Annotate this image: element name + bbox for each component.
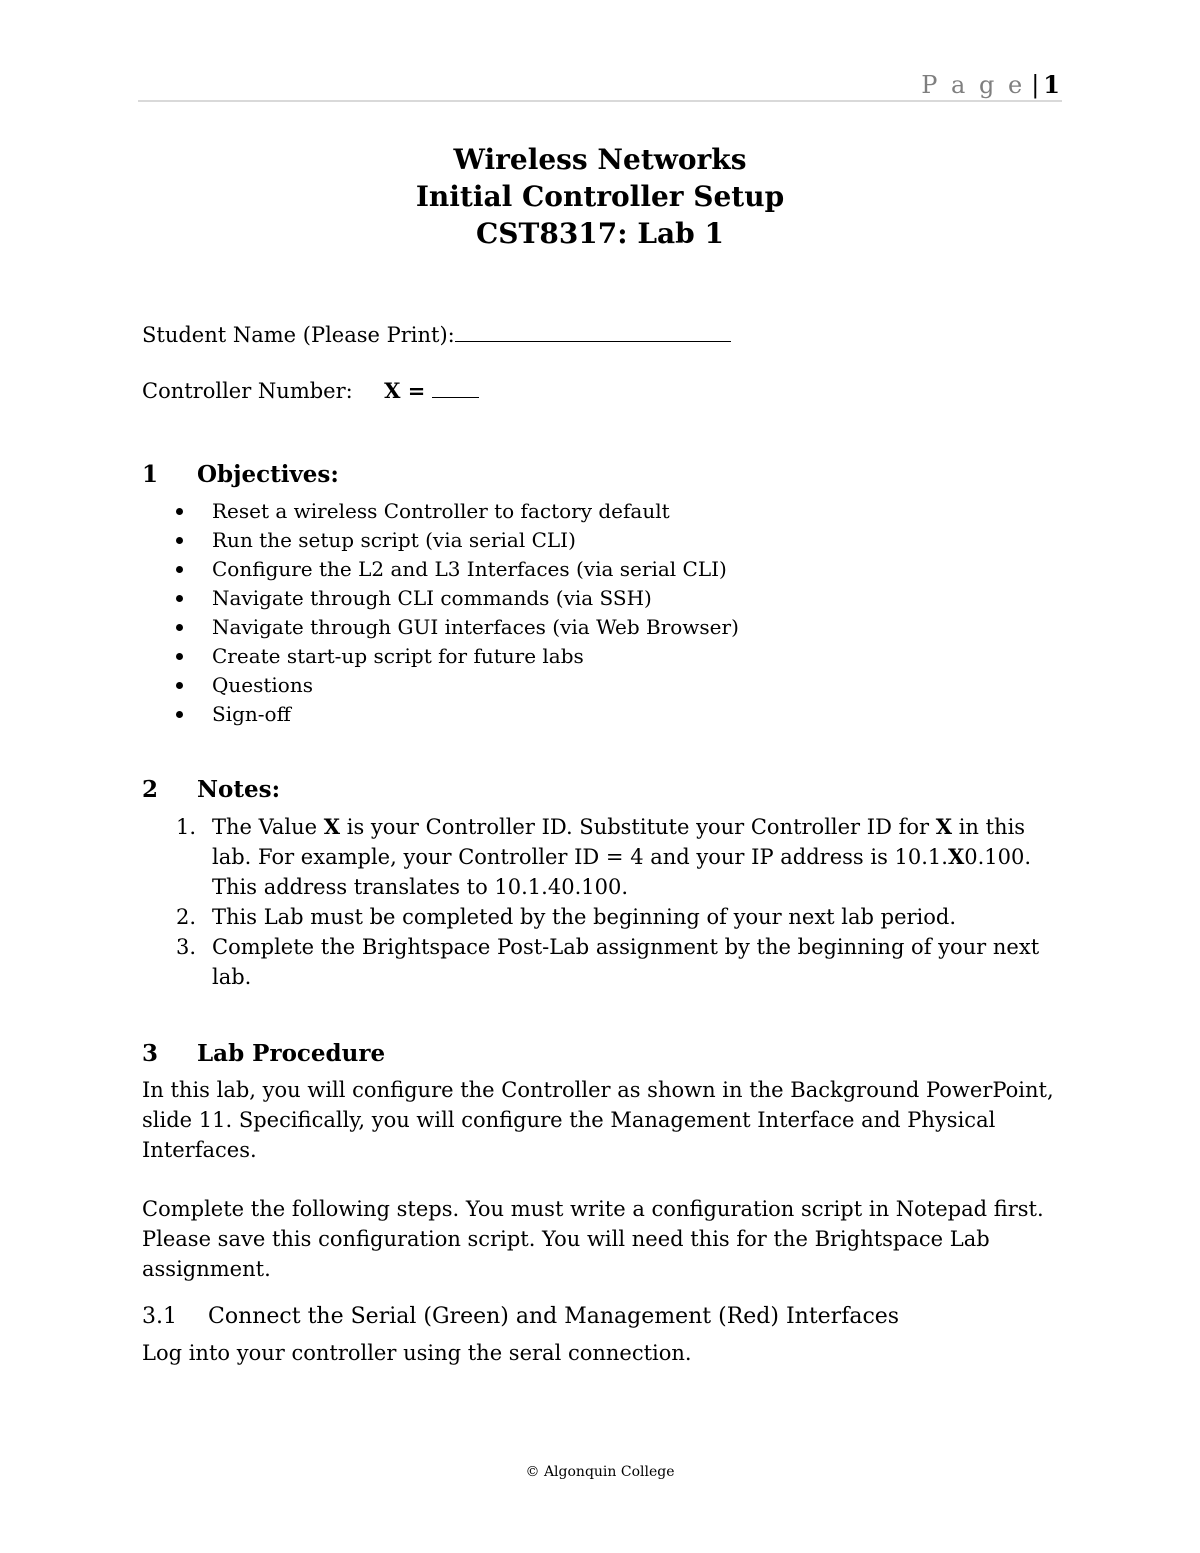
section2-heading bbox=[142, 776, 280, 803]
doc-title-line3: CST8317: Lab 1 bbox=[476, 217, 724, 250]
section2-title: Notes: bbox=[197, 776, 281, 803]
subsection-number: 3.1 bbox=[142, 1304, 177, 1329]
page-number-value: 1 bbox=[1043, 70, 1060, 99]
section2-number: 2 bbox=[142, 776, 159, 803]
page-footer: © Algonquin College bbox=[525, 1464, 675, 1480]
list-item: Sign-off bbox=[172, 700, 739, 729]
list-item: Configure the L2 and L3 Interfaces (via serial CLI) bbox=[172, 555, 739, 584]
controller-number-label: Controller Number: bbox=[142, 379, 353, 403]
note-text: is your Controller ID. Substitute your Controller ID for bbox=[340, 815, 936, 839]
note-text: Complete the Brightspace Post-Lab assignment by the beginning of your next lab. bbox=[212, 935, 1040, 989]
note-text: 0.100. This address translates to 10.1.40.100. bbox=[212, 845, 1032, 899]
note-var: X bbox=[323, 814, 341, 839]
note-index: 2. bbox=[176, 905, 197, 929]
section3-number: 3 bbox=[142, 1040, 159, 1067]
section3-title: Lab Procedure bbox=[197, 1040, 386, 1067]
student-name-field bbox=[142, 323, 731, 347]
list-item: Create start-up script for future labs bbox=[172, 642, 739, 671]
controller-number-blank[interactable] bbox=[432, 379, 479, 398]
page-number bbox=[921, 70, 1060, 99]
subsection-heading bbox=[142, 1304, 899, 1329]
list-item: Reset a wireless Controller to factory default bbox=[172, 497, 739, 526]
note-var: X bbox=[935, 814, 953, 839]
section3-paragraph1: In this lab, you will configure the Controller as shown in the Background PowerPoint, slide 11. Specifically, you will configure the Management Interface and Physical Interfaces. bbox=[142, 1078, 1054, 1162]
list-item: Questions bbox=[172, 671, 739, 700]
controller-var: X = bbox=[384, 378, 426, 403]
list-item bbox=[172, 812, 1052, 902]
section1-number: 1 bbox=[142, 461, 159, 488]
notes-list bbox=[172, 812, 1052, 992]
list-item: Run the setup script (via serial CLI) bbox=[172, 526, 739, 555]
note-index: 3. bbox=[176, 935, 197, 959]
student-name-label: Student Name (Please Print): bbox=[142, 323, 455, 347]
list-item: Navigate through GUI interfaces (via Web Browser) bbox=[172, 613, 739, 642]
doc-title-line2: Initial Controller Setup bbox=[415, 180, 785, 213]
subsection-title: Connect the Serial (Green) and Management (Red) Interfaces bbox=[208, 1304, 900, 1329]
page-label: P a g e bbox=[921, 71, 1026, 99]
controller-number-field bbox=[142, 378, 479, 403]
doc-title-line1: Wireless Networks bbox=[453, 143, 747, 176]
section3-paragraph2: Complete the following steps. You must write a configuration script in Notepad first. Please save this configuration script. You will need this for the Brightspace Lab assignment. bbox=[142, 1197, 1044, 1281]
page-header bbox=[138, 70, 1062, 102]
section1-title: Objectives: bbox=[197, 461, 339, 488]
note-var: X bbox=[947, 844, 965, 869]
list-item bbox=[172, 902, 1052, 932]
list-item: Navigate through CLI commands (via SSH) bbox=[172, 584, 739, 613]
objectives-list bbox=[172, 497, 739, 729]
student-name-blank[interactable] bbox=[455, 323, 731, 342]
section1-heading bbox=[142, 461, 339, 488]
list-item bbox=[172, 932, 1052, 992]
subsection-text: Log into your controller using the seral connection. bbox=[142, 1341, 692, 1365]
section3-heading bbox=[142, 1040, 385, 1067]
note-text: This Lab must be completed by the beginning of your next lab period. bbox=[212, 905, 957, 929]
note-index: 1. bbox=[176, 815, 197, 839]
note-text: The Value bbox=[212, 815, 324, 839]
note-text: in this lab. For example, your Controller ID = 4 and your IP address is 10.1. bbox=[212, 815, 1026, 869]
page-separator: | bbox=[1031, 71, 1040, 99]
